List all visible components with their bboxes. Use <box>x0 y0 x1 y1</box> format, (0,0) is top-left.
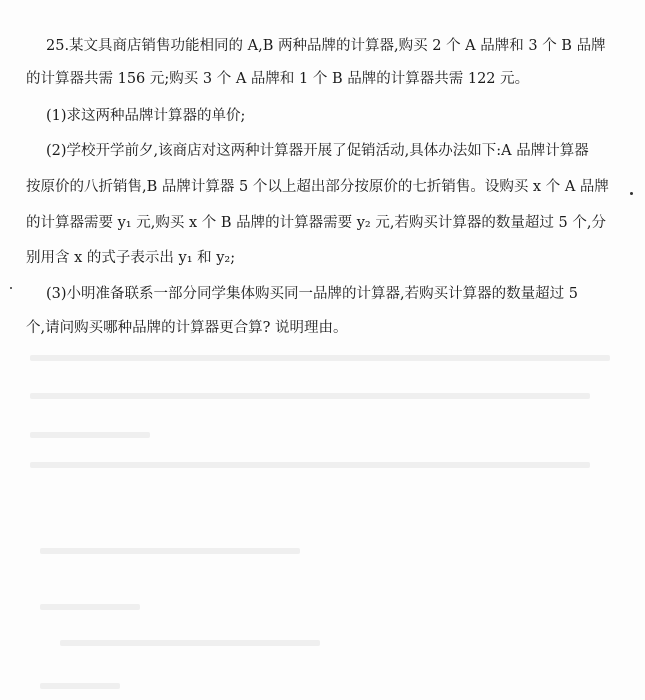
question-part-2-line-1: (2)学校开学前夕,该商店对这两种计算器开展了促销活动,具体办法如下:A 品牌计算器 <box>46 143 589 159</box>
question-part-2-line-3: 的计算器需要 y₁ 元,购买 x 个 B 品牌的计算器需要 y₂ 元,若购买计算器的数量超过 5 个,分 <box>26 215 606 231</box>
question-part-2-line-2: 按原价的八折销售,B 品牌计算器 5 个以上超出部分按原价的七折销售。设购买 x 个 A 品牌 <box>26 179 609 195</box>
bleed-through-text <box>30 393 590 399</box>
question-part-3-line-1: (3)小明准备联系一部分同学集体购买同一品牌的计算器,若购买计算器的数量超过 5 <box>46 286 578 302</box>
bleed-through-text <box>40 604 140 610</box>
scan-speck <box>10 287 12 289</box>
bleed-through-text <box>30 462 590 468</box>
bleed-through-text <box>30 432 150 438</box>
question-text-line-2: 的计算器共需 156 元;购买 3 个 A 品牌和 1 个 B 品牌的计算器共需 122 元。 <box>26 71 530 87</box>
scan-speck <box>630 192 633 195</box>
bleed-through-text <box>40 683 120 689</box>
bleed-through-text <box>30 355 610 361</box>
bleed-through-text <box>60 640 320 646</box>
question-part-2-line-4: 别用含 x 的式子表示出 y₁ 和 y₂; <box>26 250 236 266</box>
question-text-line-1: 25.某文具商店销售功能相同的 A,B 两种品牌的计算器,购买 2 个 A 品牌和 3 个 B 品牌 <box>46 38 606 54</box>
question-part-3-line-2: 个,请问购买哪种品牌的计算器更合算? 说明理由。 <box>26 320 348 336</box>
bleed-through-text <box>40 548 300 554</box>
question-part-1: (1)求这两种品牌计算器的单价; <box>46 108 246 124</box>
